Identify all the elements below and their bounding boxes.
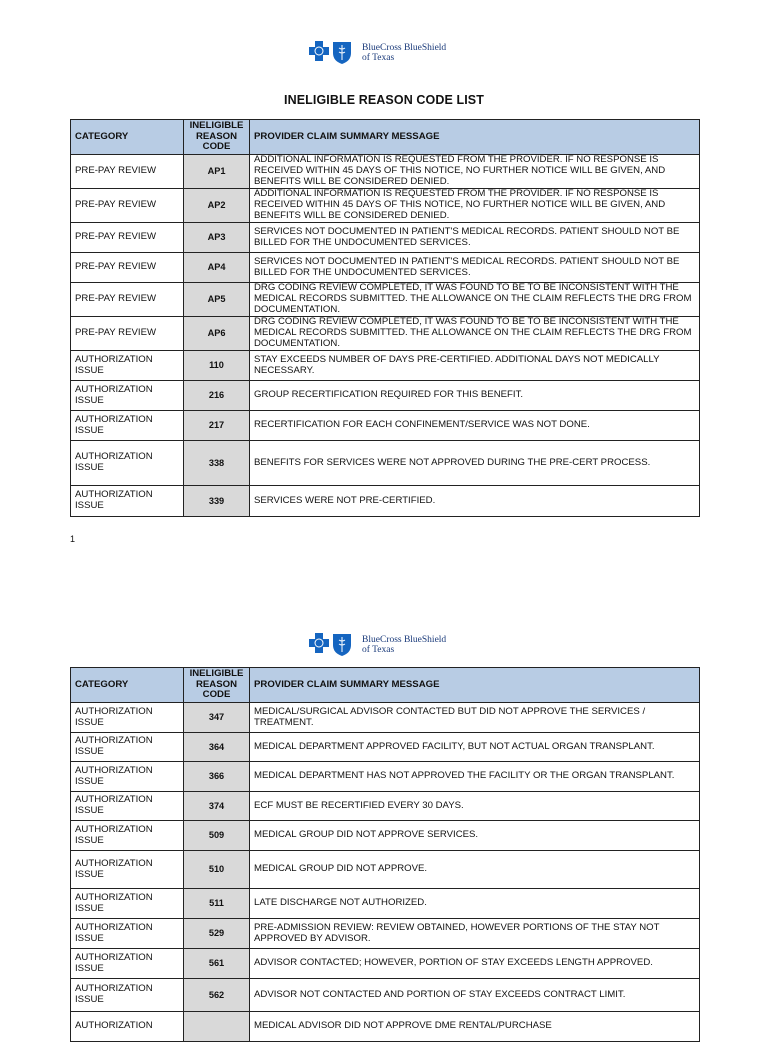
table-row [71,155,700,189]
code-cell: 347 [184,703,250,733]
table-row [71,792,700,821]
message-cell: ADDITIONAL INFORMATION IS REQUESTED FROM THE PROVIDER. IF NO RESPONSE IS RECEIVED WITHIN 45 DAYS OF THIS NOTICE, NO FURTHER NOTICE WILL BE GIVEN, AND BENEFITS WILL BE CONSIDERED DENIED. [250,189,700,223]
category-cell: AUTHORIZATION ISSUE [71,486,184,517]
category-cell: AUTHORIZATION ISSUE [71,762,184,792]
table-row [71,703,700,733]
message-cell: SERVICES WERE NOT PRE-CERTIFIED. [250,486,700,517]
document-title: INELIGIBLE REASON CODE LIST [284,93,484,107]
page-number: 1 [70,534,76,544]
company-logo [308,632,446,658]
table-row [71,1012,700,1042]
code-cell: 338 [184,441,250,486]
reason-code-table [70,119,700,517]
code-cell: 529 [184,919,250,949]
message-cell: MEDICAL/SURGICAL ADVISOR CONTACTED BUT DID NOT APPROVE THE SERVICES / TREATMENT. [250,703,700,733]
code-cell: 510 [184,851,250,889]
table-row [71,889,700,919]
message-cell: ECF MUST BE RECERTIFIED EVERY 30 DAYS. [250,792,700,821]
message-cell: ADDITIONAL INFORMATION IS REQUESTED FROM THE PROVIDER. IF NO RESPONSE IS RECEIVED WITHIN 45 DAYS OF THIS NOTICE, NO FURTHER NOTICE WILL BE GIVEN, AND BENEFITS WILL BE CONSIDERED DENIED. [250,155,700,189]
code-header: INELIGIBLE REASON CODE [184,668,250,703]
message-cell: BENEFITS FOR SERVICES WERE NOT APPROVED DURING THE PRE-CERT PROCESS. [250,441,700,486]
code-cell: AP3 [184,223,250,253]
table-row [71,821,700,851]
code-header: INELIGIBLE REASON CODE [184,120,250,155]
category-cell: AUTHORIZATION ISSUE [71,411,184,441]
table-row [71,381,700,411]
category-header: CATEGORY [71,120,184,155]
category-cell: AUTHORIZATION ISSUE [71,792,184,821]
category-cell: AUTHORIZATION ISSUE [71,919,184,949]
code-cell: AP5 [184,283,250,317]
table-row [71,317,700,351]
message-cell: MEDICAL ADVISOR DID NOT APPROVE DME RENTAL/PURCHASE [250,1012,700,1042]
message-cell: ADVISOR NOT CONTACTED AND PORTION OF STAY EXCEEDS CONTRACT LIMIT. [250,979,700,1012]
category-cell: PRE-PAY REVIEW [71,283,184,317]
category-cell: AUTHORIZATION ISSUE [71,851,184,889]
category-cell: PRE-PAY REVIEW [71,155,184,189]
category-cell: AUTHORIZATION ISSUE [71,703,184,733]
reason-code-table [70,667,700,1042]
logo-wordmark [362,635,446,656]
message-cell: RECERTIFICATION FOR EACH CONFINEMENT/SERVICE WAS NOT DONE. [250,411,700,441]
code-cell: 339 [184,486,250,517]
message-cell: DRG CODING REVIEW COMPLETED, IT WAS FOUND TO BE TO BE INCONSISTENT WITH THE MEDICAL RECORDS SUBMITTED. THE ALLOWANCE ON THE CLAIM REFLECTS THE DRG FROM DOCUMENTATION. [250,283,700,317]
company-logo [308,40,446,66]
logo-line-1: BlueCross BlueShield [362,634,447,645]
table-row [71,733,700,762]
code-cell: 511 [184,889,250,919]
code-cell: 562 [184,979,250,1012]
code-cell: 374 [184,792,250,821]
message-cell: PRE-ADMISSION REVIEW: REVIEW OBTAINED, HOWEVER PORTIONS OF THE STAY NOT APPROVED BY ADVISOR. [250,919,700,949]
category-cell: AUTHORIZATION ISSUE [71,949,184,979]
category-cell: AUTHORIZATION ISSUE [71,979,184,1012]
message-header: PROVIDER CLAIM SUMMARY MESSAGE [250,668,700,703]
code-cell: 561 [184,949,250,979]
code-cell: 217 [184,411,250,441]
category-cell: PRE-PAY REVIEW [71,317,184,351]
code-cell: AP6 [184,317,250,351]
table-row [71,189,700,223]
table-row [71,762,700,792]
code-cell: AP1 [184,155,250,189]
table-row [71,979,700,1012]
category-cell: AUTHORIZATION [71,1012,184,1042]
message-cell: MEDICAL GROUP DID NOT APPROVE. [250,851,700,889]
table-row [71,851,700,889]
code-cell: 110 [184,351,250,381]
message-cell: MEDICAL DEPARTMENT APPROVED FACILITY, BUT NOT ACTUAL ORGAN TRANSPLANT. [250,733,700,762]
category-cell: AUTHORIZATION ISSUE [71,733,184,762]
category-cell: AUTHORIZATION ISSUE [71,821,184,851]
code-cell: AP4 [184,253,250,283]
category-cell: AUTHORIZATION ISSUE [71,441,184,486]
message-cell: DRG CODING REVIEW COMPLETED, IT WAS FOUND TO BE TO BE INCONSISTENT WITH THE MEDICAL RECORDS SUBMITTED. THE ALLOWANCE ON THE CLAIM REFLECTS THE DRG FROM DOCUMENTATION. [250,317,700,351]
message-cell: MEDICAL GROUP DID NOT APPROVE SERVICES. [250,821,700,851]
message-cell: SERVICES NOT DOCUMENTED IN PATIENT'S MEDICAL RECORDS. PATIENT SHOULD NOT BE BILLED FOR THE UNDOCUMENTED SERVICES. [250,223,700,253]
category-header: CATEGORY [71,668,184,703]
table-row [71,253,700,283]
logo-line-1: BlueCross BlueShield [362,42,447,53]
table-row [71,441,700,486]
table-row [71,351,700,381]
message-cell: STAY EXCEEDS NUMBER OF DAYS PRE-CERTIFIED. ADDITIONAL DAYS NOT MEDICALLY NECESSARY. [250,351,700,381]
message-header: PROVIDER CLAIM SUMMARY MESSAGE [250,120,700,155]
category-cell: PRE-PAY REVIEW [71,223,184,253]
code-cell [184,1012,250,1042]
document-page-2 [0,560,768,1030]
logo-wordmark [362,43,446,64]
table-row [71,411,700,441]
logo-line-2: of Texas [362,645,395,655]
logo-line-2: of Texas [362,53,395,63]
bluecross-blueshield-icon [308,632,354,658]
message-cell: SERVICES NOT DOCUMENTED IN PATIENT'S MEDICAL RECORDS. PATIENT SHOULD NOT BE BILLED FOR THE UNDOCUMENTED SERVICES. [250,253,700,283]
category-cell: AUTHORIZATION ISSUE [71,351,184,381]
category-cell: AUTHORIZATION ISSUE [71,889,184,919]
table-row [71,486,700,517]
code-cell: 364 [184,733,250,762]
code-cell: AP2 [184,189,250,223]
message-cell: MEDICAL DEPARTMENT HAS NOT APPROVED THE FACILITY OR THE ORGAN TRANSPLANT. [250,762,700,792]
category-cell: PRE-PAY REVIEW [71,189,184,223]
table-row [71,949,700,979]
table-header-row [71,120,700,155]
table-row [71,223,700,253]
code-cell: 366 [184,762,250,792]
code-cell: 216 [184,381,250,411]
table-row [71,919,700,949]
code-cell: 509 [184,821,250,851]
message-cell: GROUP RECERTIFICATION REQUIRED FOR THIS BENEFIT. [250,381,700,411]
category-cell: AUTHORIZATION ISSUE [71,381,184,411]
message-cell: LATE DISCHARGE NOT AUTHORIZED. [250,889,700,919]
message-cell: ADVISOR CONTACTED; HOWEVER, PORTION OF STAY EXCEEDS LENGTH APPROVED. [250,949,700,979]
category-cell: PRE-PAY REVIEW [71,253,184,283]
table-header-row [71,668,700,703]
bluecross-blueshield-icon [308,40,354,66]
table-row [71,283,700,317]
